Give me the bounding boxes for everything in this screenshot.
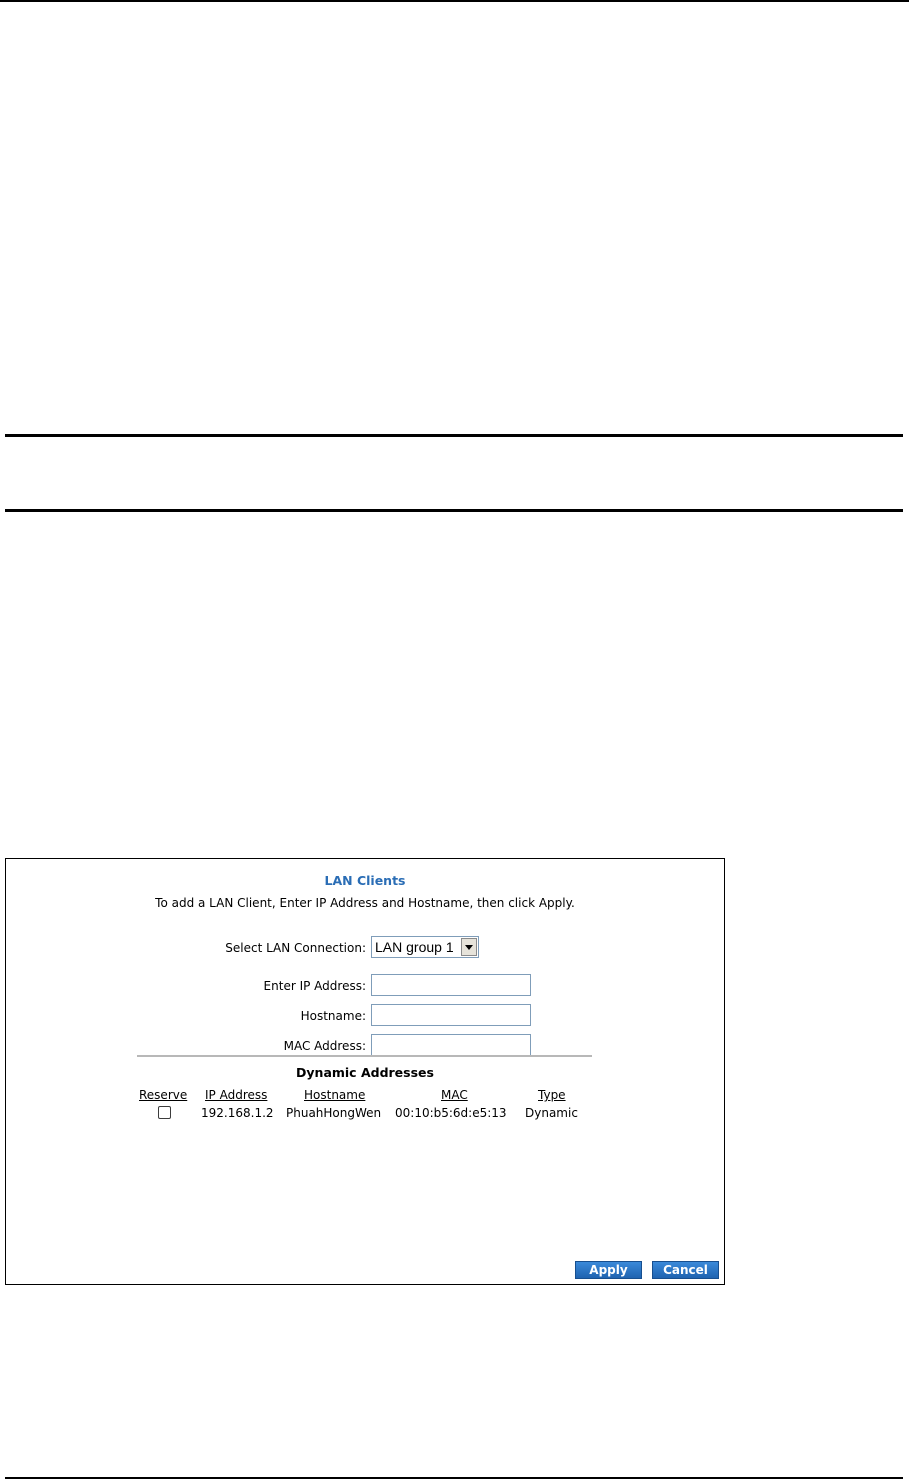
column-header-type[interactable]: Type [538, 1088, 566, 1102]
mac-address-label: MAC Address: [283, 1039, 366, 1053]
hostname-label: Hostname: [300, 1009, 366, 1023]
page-top-rule [0, 0, 909, 2]
hostname-input[interactable] [371, 1004, 531, 1026]
lan-connection-select[interactable] [371, 936, 479, 958]
cancel-button[interactable]: Cancel [652, 1261, 719, 1279]
dynamic-addresses-heading: Dynamic Addresses [296, 1065, 434, 1080]
column-header-reserve[interactable]: Reserve [139, 1088, 188, 1102]
page-bottom-rule [5, 1477, 903, 1479]
column-header-ip-address[interactable]: IP Address [205, 1088, 268, 1102]
mac-address-input[interactable] [371, 1034, 531, 1056]
row-ip-address: 192.168.1.2 [201, 1106, 274, 1120]
lan-connection-value: LAN group 1 [375, 939, 454, 955]
apply-button[interactable]: Apply [575, 1261, 642, 1279]
row-type: Dynamic [525, 1106, 578, 1120]
chevron-down-icon[interactable] [461, 938, 477, 956]
section-rule-upper [5, 434, 903, 437]
ip-address-input[interactable] [371, 974, 531, 996]
row-hostname: PhuahHongWen [286, 1106, 382, 1120]
section-divider [137, 1055, 592, 1057]
ip-address-label: Enter IP Address: [263, 979, 366, 993]
lan-clients-panel [5, 858, 725, 1285]
section-rule-lower [5, 509, 903, 512]
lan-connection-label: Select LAN Connection: [225, 941, 366, 955]
reserve-checkbox[interactable] [158, 1106, 171, 1119]
panel-title: LAN Clients [324, 873, 406, 888]
row-mac: 00:10:b5:6d:e5:13 [395, 1106, 507, 1120]
column-header-mac[interactable]: MAC [441, 1088, 468, 1102]
panel-instructions: To add a LAN Client, Enter IP Address and Hostname, then click Apply. [155, 896, 575, 910]
column-header-hostname[interactable]: Hostname [304, 1088, 366, 1102]
